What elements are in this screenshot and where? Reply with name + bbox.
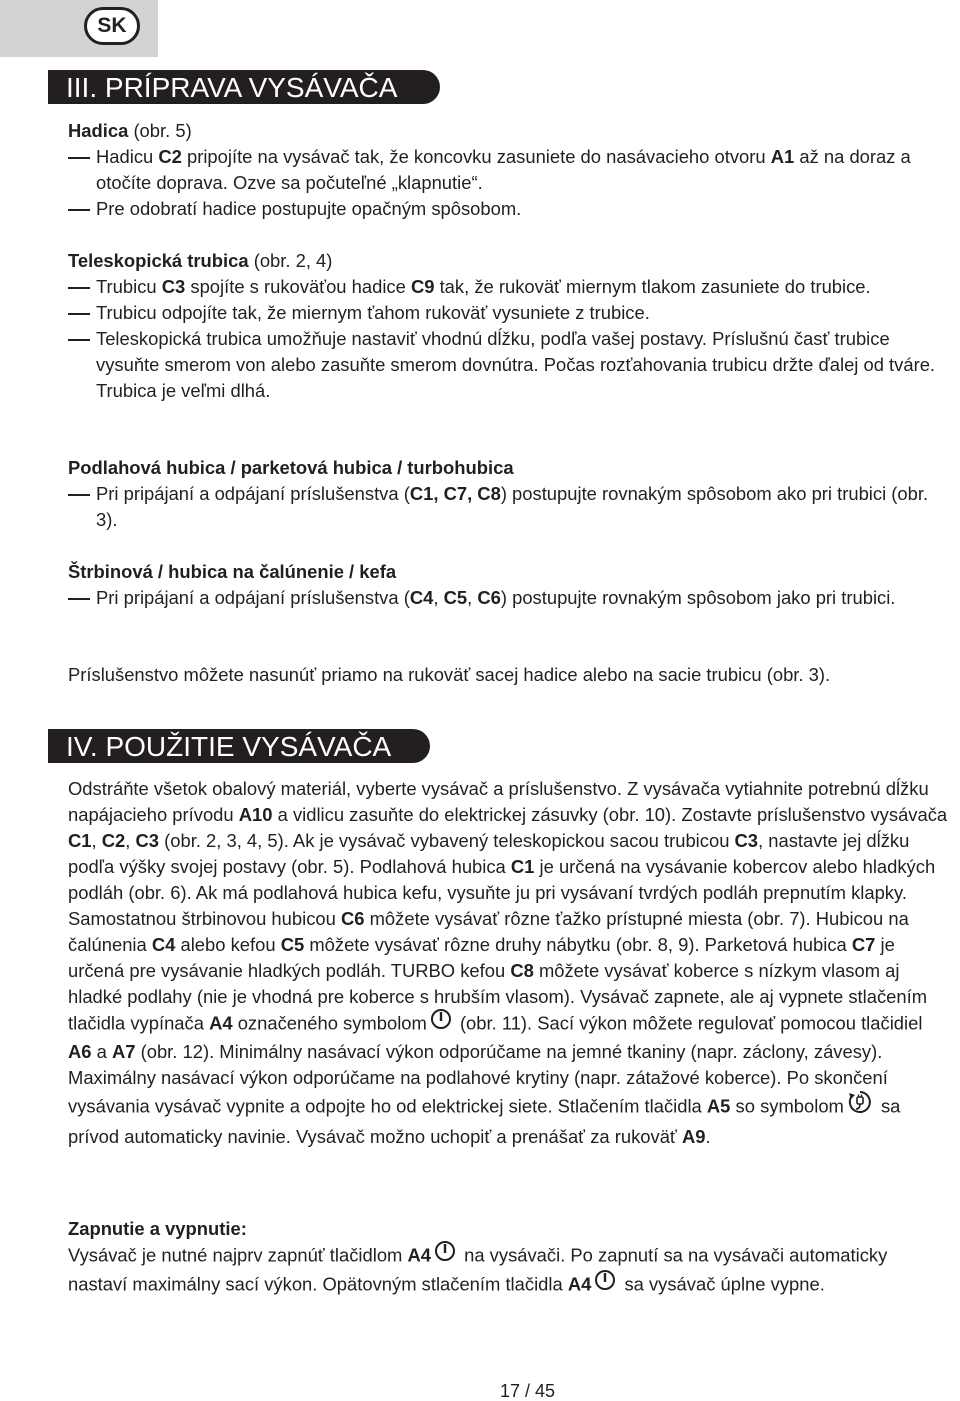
power-button-icon (430, 1008, 452, 1037)
hose-block (68, 118, 948, 222)
usage-paragraph: Odstráňte všetok obalový materiál, vyberte vysávač a príslušenstvo. Z vysávača vytiahnite potrebnú dĺžku napájacieho prívodu A10 a vidlicu zasuňte do elektrickej zásuvky (obr. 10). Zostavte príslušenstvo vysávača C1, C2, C3 (obr. 2, 3, 4, 5). Ak je vysávač vybavený teleskopickou sacou trubicou C3, nastavte jej dĺžku podľa výšky svojej postavy (obr. 5). Podlahová hubica C1 je určená na vysávanie kobercov alebo hladkých podláh (obr. 6). Ak má podlahová hubica kefu, vysuňte ju pri vysávaní tvrdých podláh prepnutím klapky. Samostatnou štrbinovou hubicou C6 môžete vysávať rôzne ťažko prístupné miesta (obr. 7). Hubicou na čalúnenia C4 alebo kefou C5 môžete vysávať rôzne druhy nábytku (obr. 8, 9). Parketová hubica C7 je určená pre vysávanie hladkých podláh. TURBO kefou C8 môžete vysávať koberce s nízkym vlasom aj hladké podlahy (nie je vhodná pre koberce s hrubším vlasom). Vysávač zapnete, ale aj vypnete stlačením tlačidla vypínača A4 označeného symbolom (obr. 11). Sací výkon môžete regulovať pomocou tlačidiel A6 a A7 (obr. 12). Minimálny nasávací výkon odporúčame na jemné tkaniny (napr. záclony, závesy). Maximálny nasávací výkon odporúčame na podlahové krytiny (napr. zátažové koberce). Po skončení vysávania vysávač vypnite a odpojte ho od elektrickej siete. Stlačením tlačidla A5 so symbolom sa prívod automaticky navinie. Vysávač možno uchopiť a prenášať za rukoväť A9. (68, 778, 948, 1147)
crevice-block (68, 559, 948, 611)
floor-nozzle-block (68, 455, 948, 533)
list-item: Trubicu odpojíte tak, že miernym ťahom rukoväť vysuniete z trubice. (68, 300, 948, 326)
cord-rewind-icon (847, 1089, 873, 1122)
list-item: Pri pripájaní a odpájaní príslušenstva (C4, C5, C6) postupujte rovnakým spôsobom jako pri trubici. (68, 585, 948, 611)
section-title-usage: IV. POUŽITIE VYSÁVAČA (48, 729, 430, 763)
hose-heading: Hadica (obr. 5) (68, 120, 192, 141)
floor-nozzle-heading: Podlahová hubica / parketová hubica / turbohubica (68, 457, 514, 478)
list-item: Teleskopická trubica umožňuje nastaviť vhodnú dĺžku, podľa vašej postavy. Príslušnú časť trubice vysuňte smerom von alebo zasuňte smerom dovnútra. Počas rozťahovania trubicu držte ďalej od tváre. Trubica je veľmi dlhá. (68, 326, 948, 404)
switch-heading: Zapnutie a vypnutie: (68, 1218, 247, 1239)
power-button-icon (434, 1240, 456, 1269)
accessory-note-paragraph: Príslušenstvo môžete nasunúť priamo na rukoväť sacej hadice alebo na sacie trubicu (obr. 3). (68, 664, 831, 685)
power-button-icon (594, 1269, 616, 1298)
language-tab (0, 0, 158, 57)
crevice-heading: Štrbinová / hubica na čalúnenie / kefa (68, 561, 397, 582)
list-item: Hadicu C2 pripojíte na vysávač tak, že koncovku zasuniete do nasávacieho otvoru A1 až na doraz a otočíte doprava. Ozve sa počuteľné „klapnutie“. (68, 144, 948, 196)
page-number: 17 / 45 (499, 1381, 556, 1401)
telescopic-block (68, 248, 948, 404)
list-item: Pre odobratí hadice postupujte opačným spôsobom. (68, 196, 948, 222)
switch-block: Zapnutie a vypnutie: Vysávač je nutné najprv zapnúť tlačidlom A4 na vysávači. Po zapnutí sa na vysávači automaticky nastaví maximálny sací výkon. Opätovným stlačením tlačidla A4 sa vysávač úplne vypne. (68, 1216, 948, 1300)
language-code-badge: SK (84, 7, 140, 45)
telescopic-heading: Teleskopická trubica (obr. 2, 4) (68, 250, 333, 271)
list-item: Pri pripájaní a odpájaní príslušenstva (C1, C7, C8) postupujte rovnakým spôsobom ako pri trubici (obr. 3). (68, 481, 948, 533)
list-item: Trubicu C3 spojíte s rukoväťou hadice C9 tak, že rukoväť miernym tlakom zasuniete do trubice. (68, 274, 948, 300)
section-title-preparation: III. PRÍPRAVA VYSÁVAČA (48, 70, 440, 104)
